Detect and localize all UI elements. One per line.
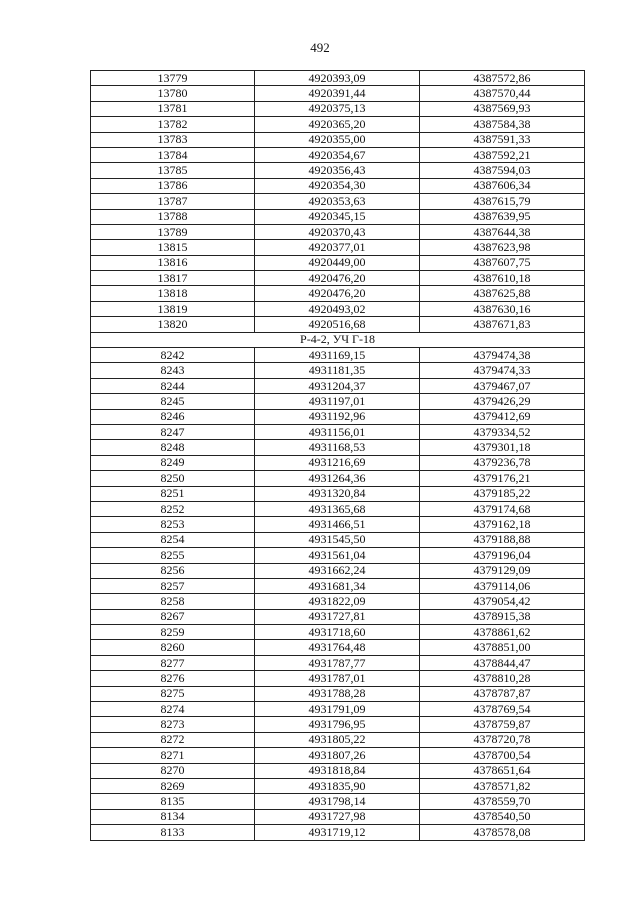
- table-row: [91, 209, 585, 224]
- y-coordinate-cell: 4387570,44: [420, 86, 585, 101]
- y-coordinate-cell: 4379188,88: [420, 532, 585, 547]
- table-row: [91, 825, 585, 840]
- y-coordinate-cell: 4378759,87: [420, 717, 585, 732]
- y-coordinate-cell: 4379176,21: [420, 471, 585, 486]
- x-coordinate-cell: 4931365,68: [255, 501, 420, 516]
- point-number-cell: 13779: [91, 71, 255, 86]
- point-number-cell: 8260: [91, 640, 255, 655]
- point-number-cell: 13818: [91, 286, 255, 301]
- point-number-cell: 8249: [91, 455, 255, 470]
- x-coordinate-cell: 4920493,02: [255, 301, 420, 316]
- x-coordinate-cell: 4920516,68: [255, 317, 420, 332]
- point-number-cell: 8257: [91, 578, 255, 593]
- y-coordinate-cell: 4378769,54: [420, 702, 585, 717]
- x-coordinate-cell: 4931181,35: [255, 363, 420, 378]
- y-coordinate-cell: 4387591,33: [420, 132, 585, 147]
- table-row: [91, 317, 585, 332]
- point-number-cell: 8276: [91, 671, 255, 686]
- table-row: [91, 286, 585, 301]
- x-coordinate-cell: 4931807,26: [255, 748, 420, 763]
- point-number-cell: 13789: [91, 224, 255, 239]
- x-coordinate-cell: 4931466,51: [255, 517, 420, 532]
- table-row: [91, 532, 585, 547]
- x-coordinate-cell: 4920365,20: [255, 117, 420, 132]
- table-row: [91, 794, 585, 809]
- point-number-cell: 8245: [91, 394, 255, 409]
- point-number-cell: 8135: [91, 794, 255, 809]
- table-row: [91, 686, 585, 701]
- y-coordinate-cell: 4378720,78: [420, 732, 585, 747]
- y-coordinate-cell: 4379236,78: [420, 455, 585, 470]
- y-coordinate-cell: 4379196,04: [420, 548, 585, 563]
- point-number-cell: 13785: [91, 163, 255, 178]
- x-coordinate-cell: 4931818,84: [255, 763, 420, 778]
- point-number-cell: 8244: [91, 378, 255, 393]
- x-coordinate-cell: 4931662,24: [255, 563, 420, 578]
- y-coordinate-cell: 4387630,16: [420, 301, 585, 316]
- x-coordinate-cell: 4931764,48: [255, 640, 420, 655]
- y-coordinate-cell: 4379474,33: [420, 363, 585, 378]
- point-number-cell: 13781: [91, 101, 255, 116]
- x-coordinate-cell: 4931805,22: [255, 732, 420, 747]
- y-coordinate-cell: 4378787,87: [420, 686, 585, 701]
- table-row: [91, 378, 585, 393]
- y-coordinate-cell: 4379412,69: [420, 409, 585, 424]
- x-coordinate-cell: 4920354,67: [255, 147, 420, 162]
- x-coordinate-cell: 4931822,09: [255, 594, 420, 609]
- x-coordinate-cell: 4931320,84: [255, 486, 420, 501]
- x-coordinate-cell: 4931168,53: [255, 440, 420, 455]
- y-coordinate-cell: 4387625,88: [420, 286, 585, 301]
- point-number-cell: 13817: [91, 271, 255, 286]
- table-row: [91, 409, 585, 424]
- table-row: [91, 763, 585, 778]
- point-number-cell: 8258: [91, 594, 255, 609]
- x-coordinate-cell: 4920370,43: [255, 224, 420, 239]
- y-coordinate-cell: 4379426,29: [420, 394, 585, 409]
- y-coordinate-cell: 4387569,93: [420, 101, 585, 116]
- table-row: [91, 732, 585, 747]
- x-coordinate-cell: 4920449,00: [255, 255, 420, 270]
- table-row: [91, 702, 585, 717]
- x-coordinate-cell: 4931192,96: [255, 409, 420, 424]
- y-coordinate-cell: 4378571,82: [420, 778, 585, 793]
- section-header: Р-4-2, УЧ Г-18: [91, 332, 585, 347]
- table-row: [91, 178, 585, 193]
- y-coordinate-cell: 4379054,42: [420, 594, 585, 609]
- x-coordinate-cell: 4920393,09: [255, 71, 420, 86]
- y-coordinate-cell: 4379474,38: [420, 348, 585, 363]
- point-number-cell: 8254: [91, 532, 255, 547]
- y-coordinate-cell: 4387594,03: [420, 163, 585, 178]
- y-coordinate-cell: 4378810,28: [420, 671, 585, 686]
- y-coordinate-cell: 4379301,18: [420, 440, 585, 455]
- x-coordinate-cell: 4931156,01: [255, 424, 420, 439]
- x-coordinate-cell: 4931681,34: [255, 578, 420, 593]
- table-row: [91, 671, 585, 686]
- coordinates-table: [90, 70, 585, 841]
- y-coordinate-cell: 4378578,08: [420, 825, 585, 840]
- y-coordinate-cell: 4387639,95: [420, 209, 585, 224]
- x-coordinate-cell: 4920476,20: [255, 271, 420, 286]
- point-number-cell: 8247: [91, 424, 255, 439]
- y-coordinate-cell: 4387671,83: [420, 317, 585, 332]
- point-number-cell: 8267: [91, 609, 255, 624]
- y-coordinate-cell: 4387572,86: [420, 71, 585, 86]
- table-row: [91, 301, 585, 316]
- table-row: [91, 424, 585, 439]
- point-number-cell: 8271: [91, 748, 255, 763]
- point-number-cell: 8272: [91, 732, 255, 747]
- x-coordinate-cell: 4931719,12: [255, 825, 420, 840]
- y-coordinate-cell: 4378540,50: [420, 809, 585, 824]
- point-number-cell: 13816: [91, 255, 255, 270]
- table-row: [91, 471, 585, 486]
- x-coordinate-cell: 4931204,37: [255, 378, 420, 393]
- y-coordinate-cell: 4378651,64: [420, 763, 585, 778]
- x-coordinate-cell: 4931727,98: [255, 809, 420, 824]
- table-row: [91, 609, 585, 624]
- table-row: [91, 86, 585, 101]
- point-number-cell: 8134: [91, 809, 255, 824]
- x-coordinate-cell: 4920353,63: [255, 194, 420, 209]
- table-row: [91, 194, 585, 209]
- section-header-row: [91, 332, 585, 347]
- point-number-cell: 8270: [91, 763, 255, 778]
- point-number-cell: 8242: [91, 348, 255, 363]
- x-coordinate-cell: 4931787,01: [255, 671, 420, 686]
- page-number: 492: [310, 40, 330, 55]
- x-coordinate-cell: 4931216,69: [255, 455, 420, 470]
- x-coordinate-cell: 4920391,44: [255, 86, 420, 101]
- y-coordinate-cell: 4378559,70: [420, 794, 585, 809]
- table-row: [91, 101, 585, 116]
- y-coordinate-cell: 4379114,06: [420, 578, 585, 593]
- y-coordinate-cell: 4379334,52: [420, 424, 585, 439]
- point-number-cell: 13782: [91, 117, 255, 132]
- point-number-cell: 8246: [91, 409, 255, 424]
- y-coordinate-cell: 4378700,54: [420, 748, 585, 763]
- table-row: [91, 147, 585, 162]
- x-coordinate-cell: 4931788,28: [255, 686, 420, 701]
- table-row: [91, 548, 585, 563]
- point-number-cell: 8253: [91, 517, 255, 532]
- point-number-cell: 8255: [91, 548, 255, 563]
- point-number-cell: 13820: [91, 317, 255, 332]
- y-coordinate-cell: 4387615,79: [420, 194, 585, 209]
- point-number-cell: 13788: [91, 209, 255, 224]
- table-row: [91, 563, 585, 578]
- table-row: [91, 748, 585, 763]
- table-row: [91, 501, 585, 516]
- y-coordinate-cell: 4387644,38: [420, 224, 585, 239]
- table-row: [91, 163, 585, 178]
- point-number-cell: 13784: [91, 147, 255, 162]
- point-number-cell: 13819: [91, 301, 255, 316]
- y-coordinate-cell: 4387607,75: [420, 255, 585, 270]
- y-coordinate-cell: 4379162,18: [420, 517, 585, 532]
- x-coordinate-cell: 4920354,30: [255, 178, 420, 193]
- table-row: [91, 778, 585, 793]
- point-number-cell: 8259: [91, 625, 255, 640]
- y-coordinate-cell: 4387606,34: [420, 178, 585, 193]
- table-row: [91, 255, 585, 270]
- point-number-cell: 8256: [91, 563, 255, 578]
- point-number-cell: 8251: [91, 486, 255, 501]
- x-coordinate-cell: 4931718,60: [255, 625, 420, 640]
- table-row: [91, 440, 585, 455]
- point-number-cell: 13787: [91, 194, 255, 209]
- x-coordinate-cell: 4931169,15: [255, 348, 420, 363]
- y-coordinate-cell: 4378851,00: [420, 640, 585, 655]
- table-row: [91, 132, 585, 147]
- x-coordinate-cell: 4931835,90: [255, 778, 420, 793]
- table-row: [91, 240, 585, 255]
- x-coordinate-cell: 4931197,01: [255, 394, 420, 409]
- point-number-cell: 8248: [91, 440, 255, 455]
- table-row: [91, 71, 585, 86]
- x-coordinate-cell: 4931798,14: [255, 794, 420, 809]
- x-coordinate-cell: 4920377,01: [255, 240, 420, 255]
- table-row: [91, 809, 585, 824]
- table-row: [91, 348, 585, 363]
- y-coordinate-cell: 4379174,68: [420, 501, 585, 516]
- x-coordinate-cell: 4931727,81: [255, 609, 420, 624]
- x-coordinate-cell: 4920345,15: [255, 209, 420, 224]
- x-coordinate-cell: 4931791,09: [255, 702, 420, 717]
- point-number-cell: 13783: [91, 132, 255, 147]
- table-row: [91, 625, 585, 640]
- table-row: [91, 455, 585, 470]
- x-coordinate-cell: 4931561,04: [255, 548, 420, 563]
- table-row: [91, 640, 585, 655]
- x-coordinate-cell: 4931264,36: [255, 471, 420, 486]
- y-coordinate-cell: 4387623,98: [420, 240, 585, 255]
- x-coordinate-cell: 4920356,43: [255, 163, 420, 178]
- table-row: [91, 271, 585, 286]
- y-coordinate-cell: 4387592,21: [420, 147, 585, 162]
- y-coordinate-cell: 4379467,07: [420, 378, 585, 393]
- x-coordinate-cell: 4920476,20: [255, 286, 420, 301]
- point-number-cell: 8250: [91, 471, 255, 486]
- table-row: [91, 363, 585, 378]
- table-row: [91, 517, 585, 532]
- x-coordinate-cell: 4931545,50: [255, 532, 420, 547]
- table-row: [91, 594, 585, 609]
- table-row: [91, 224, 585, 239]
- y-coordinate-cell: 4387584,38: [420, 117, 585, 132]
- point-number-cell: 13815: [91, 240, 255, 255]
- point-number-cell: 8133: [91, 825, 255, 840]
- x-coordinate-cell: 4920375,13: [255, 101, 420, 116]
- y-coordinate-cell: 4387610,18: [420, 271, 585, 286]
- y-coordinate-cell: 4379185,22: [420, 486, 585, 501]
- x-coordinate-cell: 4931787,77: [255, 655, 420, 670]
- x-coordinate-cell: 4920355,00: [255, 132, 420, 147]
- table-row: [91, 394, 585, 409]
- y-coordinate-cell: 4378915,38: [420, 609, 585, 624]
- point-number-cell: 8275: [91, 686, 255, 701]
- table-row: [91, 655, 585, 670]
- table-row: [91, 486, 585, 501]
- y-coordinate-cell: 4379129,09: [420, 563, 585, 578]
- point-number-cell: 8252: [91, 501, 255, 516]
- x-coordinate-cell: 4931796,95: [255, 717, 420, 732]
- point-number-cell: 8277: [91, 655, 255, 670]
- point-number-cell: 8269: [91, 778, 255, 793]
- point-number-cell: 8243: [91, 363, 255, 378]
- y-coordinate-cell: 4378861,62: [420, 625, 585, 640]
- point-number-cell: 13780: [91, 86, 255, 101]
- point-number-cell: 13786: [91, 178, 255, 193]
- coordinates-table-body: [91, 71, 585, 841]
- table-row: [91, 717, 585, 732]
- point-number-cell: 8274: [91, 702, 255, 717]
- point-number-cell: 8273: [91, 717, 255, 732]
- y-coordinate-cell: 4378844,47: [420, 655, 585, 670]
- table-row: [91, 578, 585, 593]
- table-row: [91, 117, 585, 132]
